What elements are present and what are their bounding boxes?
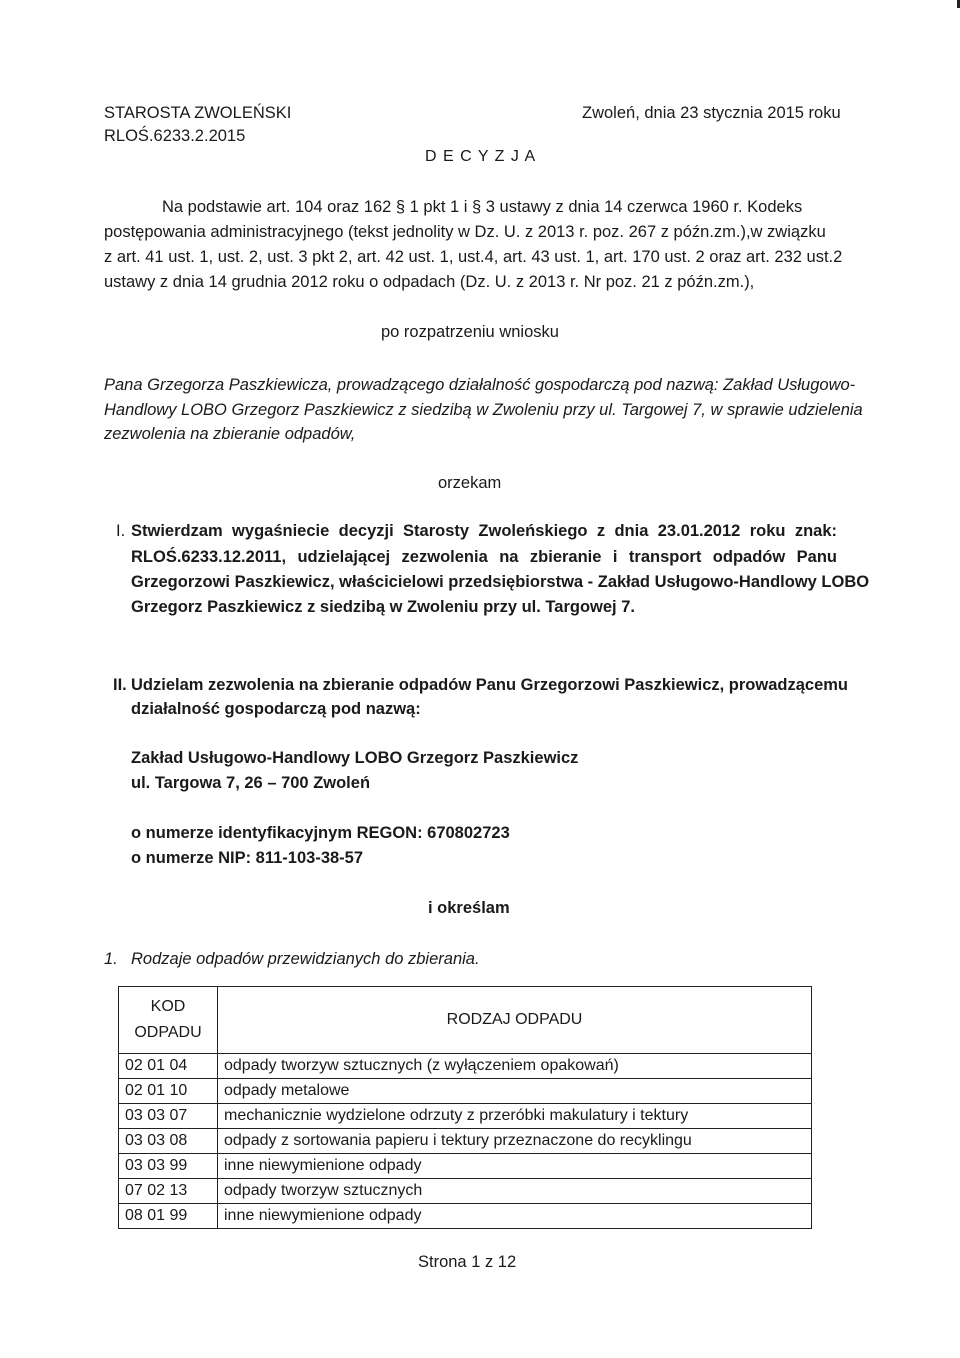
table-row — [119, 1204, 812, 1229]
section-i-line-3: Grzegorzowi Paszkiewicz, właścicielowi przedsiębiorstwa - Zakład Usługowo-Handlowy LOBO — [131, 573, 870, 591]
header-code-line-1: KOD — [150, 998, 186, 1015]
waste-kind: odpady tworzyw sztucznych (z wyłączeniem opakowań) — [218, 1054, 812, 1079]
determine-heading: i określam — [428, 899, 510, 917]
header-code-line-2: ODPADU — [134, 1024, 202, 1041]
issuing-authority: STAROSTA ZWOLEŃSKI — [104, 104, 292, 122]
company-name: Zakład Usługowo-Handlowy LOBO Grzegorz Paszkiewicz — [131, 749, 579, 767]
section-ii-line-1: Udzielam zezwolenia na zbieranie odpadów Panu Grzegorzowi Paszkiewicz, prowadzącemu — [131, 676, 849, 694]
page-number: Strona 1 z 12 — [418, 1253, 517, 1271]
table-row — [119, 1129, 812, 1154]
waste-code: 07 02 13 — [119, 1179, 218, 1204]
section-i-numeral: I. — [116, 522, 126, 540]
waste-kind: odpady z sortowania papieru i tektury przeznaczone do recyklingu — [218, 1129, 812, 1154]
waste-kind: odpady tworzyw sztucznych — [218, 1179, 812, 1204]
waste-code: 08 01 99 — [119, 1204, 218, 1229]
reference-number: RLOŚ.6233.2.2015 — [104, 127, 246, 145]
regon-number: o numerze identyfikacyjnym REGON: 670802723 — [131, 824, 510, 842]
place-and-date: Zwoleń, dnia 23 stycznia 2015 roku — [582, 104, 841, 122]
applicant-line-3: zezwolenia na zbieranie odpadów, — [104, 425, 356, 443]
company-address: ul. Targowa 7, 26 – 700 Zwoleń — [131, 774, 371, 792]
section-ii-numeral: II. — [113, 676, 127, 694]
section-i-line-2: RLOŚ.6233.12.2011, udzielającej zezwolenia na zbieranie i transport odpadów Panu — [131, 548, 837, 566]
document-title: D E C Y Z J A — [425, 148, 537, 165]
waste-code: 03 03 99 — [119, 1154, 218, 1179]
nip-number: o numerze NIP: 811-103-38-57 — [131, 849, 364, 867]
table-row — [119, 1179, 812, 1204]
waste-code: 02 01 04 — [119, 1054, 218, 1079]
section-ii-line-2: działalność gospodarczą pod nazwą: — [131, 700, 421, 718]
after-review-heading: po rozpatrzeniu wniosku — [381, 323, 559, 341]
legal-basis-line-1: Na podstawie art. 104 oraz 162 § 1 pkt 1 i § 3 ustawy z dnia 14 czerwca 1960 r. Kodeks — [162, 198, 803, 216]
header-kind-cell: RODZAJ ODPADU — [218, 987, 812, 1054]
waste-kind: inne niewymienione odpady — [218, 1154, 812, 1179]
table-row — [119, 1079, 812, 1104]
point-1-label: Rodzaje odpadów przewidzianych do zbierania. — [131, 950, 480, 968]
waste-kind: mechanicznie wydzielone odrzuty z przeróbki makulatury i tektury — [218, 1104, 812, 1129]
waste-kind: odpady metalowe — [218, 1079, 812, 1104]
point-1-number: 1. — [104, 950, 118, 968]
waste-code: 03 03 07 — [119, 1104, 218, 1129]
header-code-cell — [119, 987, 218, 1054]
ruling-heading: orzekam — [438, 474, 502, 492]
waste-code: 03 03 08 — [119, 1129, 218, 1154]
table-row — [119, 1104, 812, 1129]
waste-kind: inne niewymienione odpady — [218, 1204, 812, 1229]
waste-codes-table — [118, 986, 812, 1229]
applicant-line-2: Handlowy LOBO Grzegorz Paszkiewicz z siedzibą w Zwoleniu przy ul. Targowej 7, w sprawie udzielenia — [104, 401, 863, 419]
section-i-line-4: Grzegorz Paszkiewicz z siedzibą w Zwoleniu przy ul. Targowej 7. — [131, 598, 635, 616]
table-row — [119, 1054, 812, 1079]
legal-basis-line-3: z art. 41 ust. 1, ust. 2, ust. 3 pkt 2, art. 42 ust. 1, ust.4, art. 43 ust. 1, art. 170 ust. 2 oraz art. 232 ust.2 — [104, 248, 843, 266]
table-row — [119, 1154, 812, 1179]
legal-basis-line-2: postępowania administracyjnego (tekst jednolity w Dz. U. z 2013 r. poz. 267 z późn.zm.),w związku — [104, 223, 826, 241]
waste-code: 02 01 10 — [119, 1079, 218, 1104]
table-header-row — [119, 987, 812, 1054]
legal-basis-line-4: ustawy z dnia 14 grudnia 2012 roku o odpadach (Dz. U. z 2013 r. Nr poz. 21 z późn.zm.), — [104, 273, 755, 291]
applicant-line-1: Pana Grzegorza Paszkiewicza, prowadzącego działalność gospodarczą pod nazwą: Zakład Usługowo- — [104, 376, 856, 394]
section-i-line-1: Stwierdzam wygaśniecie decyzji Starosty Zwoleńskiego z dnia 23.01.2012 roku znak: — [131, 522, 837, 540]
